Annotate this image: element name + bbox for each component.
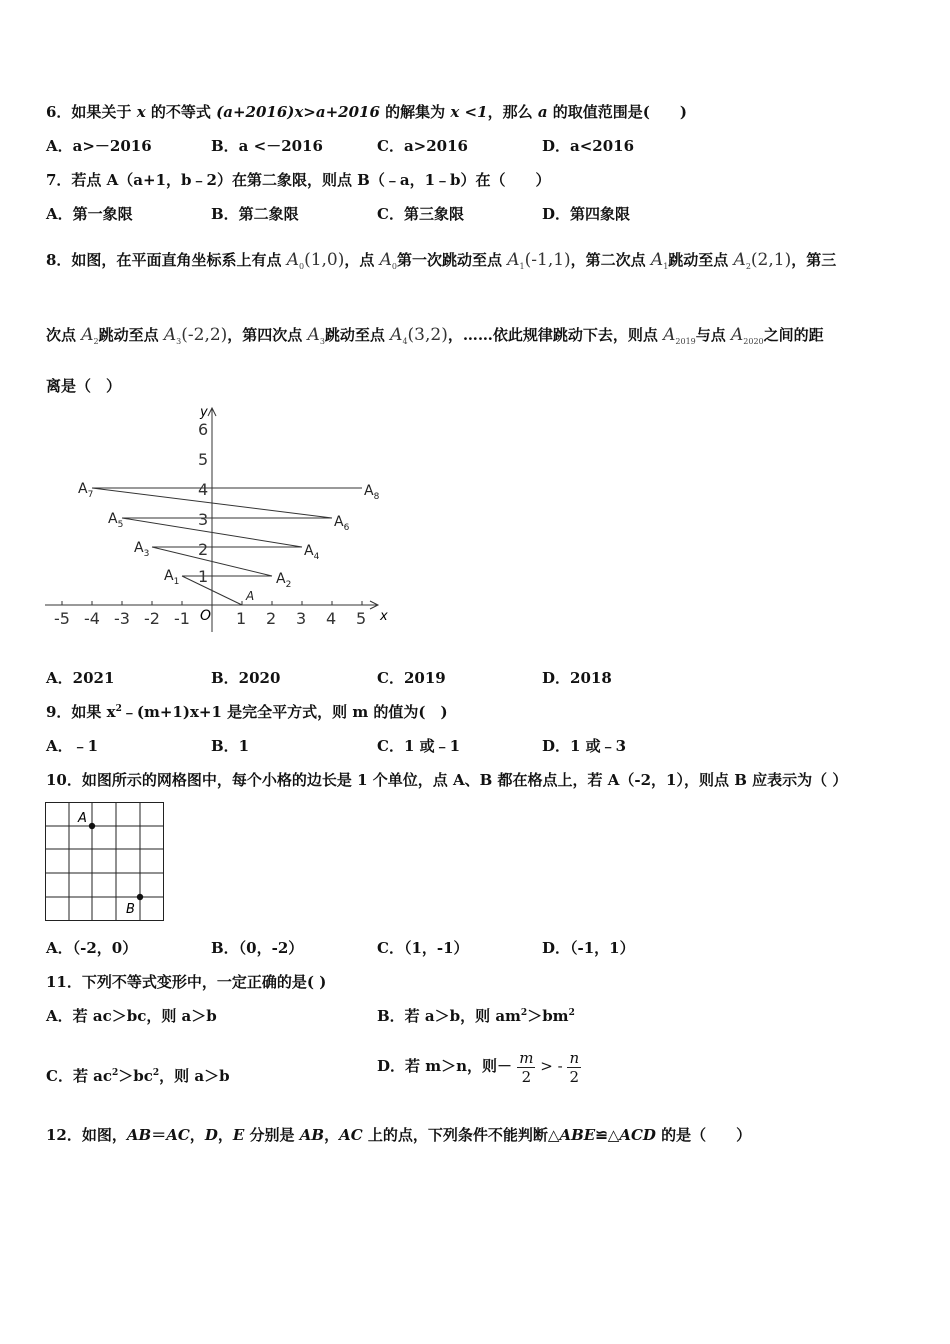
- q8-sub-2b: 2: [93, 337, 99, 346]
- x-tick: 5: [356, 609, 367, 628]
- x-tick: -5: [54, 609, 70, 628]
- q7-option-a[interactable]: A．第一象限: [46, 205, 133, 223]
- q8-text-11: ，……依此规律跳动下去，则点: [447, 326, 658, 344]
- y-tick: 4: [198, 480, 209, 499]
- question-8-line-3: 离是（ ）: [46, 377, 122, 395]
- y-tick: 6: [198, 420, 209, 439]
- q8-coord-a0: (1,0): [304, 250, 345, 270]
- q8-point-a2019: A: [663, 325, 676, 345]
- q8-sub-2020: 2020: [743, 337, 764, 346]
- label-a6: $A_6$: [334, 514, 350, 533]
- q12-comma-3: ，: [324, 1126, 340, 1144]
- q8-point-a0-b: A: [379, 250, 392, 270]
- question-12: [46, 1125, 751, 1145]
- q8-option-b[interactable]: B．2020: [211, 669, 281, 687]
- q6-text-4: 的取值范围是( ): [552, 103, 687, 121]
- y-tick: 3: [198, 510, 209, 529]
- q8-text-7: 次点: [46, 326, 77, 344]
- q12-mid-2: 上的点，下列条件不能判断△: [367, 1126, 560, 1144]
- q11-d-pre: D．若 m＞n，则－: [377, 1057, 513, 1075]
- grid-lines: [46, 803, 164, 921]
- label-a8: $A_8$: [364, 483, 380, 502]
- q9-option-a[interactable]: A．﹣1: [46, 737, 99, 755]
- x-tick: -1: [174, 609, 190, 628]
- q12-comma-2: ，: [217, 1126, 233, 1144]
- label-a2: $A_2$: [276, 571, 292, 590]
- q11-b-pre: B．若 a＞b，则 am: [377, 1007, 521, 1025]
- frac-m-den: 2: [521, 1067, 532, 1086]
- q8-point-a1: A: [507, 250, 520, 270]
- q11-fraction-n: [567, 1049, 581, 1086]
- q8-text-10: 跳动至点: [324, 326, 385, 344]
- q8-text-1: 8．如图，在平面直角坐标系上有点: [46, 251, 282, 269]
- q8-point-a3: A: [163, 325, 177, 345]
- q12-mid: 分别是: [249, 1126, 295, 1144]
- q10-grid-figure: [44, 801, 166, 923]
- q12-d: D: [204, 1126, 218, 1144]
- q8-coord-a1: (-1,1): [524, 250, 571, 270]
- q7-option-c[interactable]: C．第三象限: [377, 205, 464, 223]
- point-a-dot: [89, 823, 95, 829]
- x-tick: 3: [296, 609, 307, 628]
- q12-ac-2: AC: [339, 1126, 363, 1144]
- q8-option-a[interactable]: A．2021: [46, 669, 115, 687]
- q8-sub-4: 4: [402, 337, 408, 346]
- q8-text-8: 跳动至点: [98, 326, 159, 344]
- q11-option-c[interactable]: [46, 1066, 230, 1086]
- q8-coord-a4: (3,2): [407, 325, 448, 345]
- q11-b-sup-1: 2: [520, 1008, 528, 1018]
- y-tick: 2: [198, 540, 209, 559]
- q8-point-a4: A: [390, 325, 403, 345]
- q9-text-post: ﹣(m+1)x+1 是完全平方式，则 m 的值为( ): [121, 703, 448, 721]
- q12-comma-1: ，: [189, 1126, 205, 1144]
- q8-text-9: ，第四次点: [227, 326, 303, 344]
- q10-option-d[interactable]: D．（-1，1）: [542, 939, 635, 957]
- q8-option-d[interactable]: D．2018: [542, 669, 612, 687]
- q11-c-sup-2: 2: [152, 1068, 160, 1078]
- y-tick: 1: [198, 567, 209, 586]
- q12-ab: AB: [126, 1126, 152, 1144]
- frac-m-num: m: [519, 1048, 534, 1067]
- q11-c-mid: ＞bc: [118, 1067, 153, 1085]
- q8-sub-0b: 0: [391, 262, 397, 271]
- question-8-line-2: [46, 325, 824, 345]
- q8-text-2: ，点: [344, 251, 375, 269]
- q8-text-12: 与点: [695, 326, 726, 344]
- q8-point-a0: A: [286, 250, 299, 270]
- question-10: 10．如图所示的网格图中，每个小格的边长是 1 个单位，点 A、B 都在格点上，若 A（-2，1），则点 B 应表示为（ ）: [46, 771, 848, 789]
- question-7: 7．若点 A（a+1，b﹣2）在第二象限，则点 B（﹣a，1﹣b）在（ ）: [46, 171, 551, 189]
- q6-option-a[interactable]: A．a>－2016: [46, 137, 152, 155]
- q8-sub-2019: 2019: [675, 337, 696, 346]
- q11-c-post: ，则 a＞b: [159, 1067, 230, 1085]
- q6-option-c[interactable]: C．a>2016: [377, 137, 468, 155]
- q12-eq: ＝: [151, 1126, 167, 1144]
- q8-sub-1b: 1: [663, 262, 669, 271]
- frac-n-num: n: [569, 1048, 580, 1067]
- label-a0: A: [246, 589, 255, 603]
- q12-ab-2: AB: [299, 1126, 325, 1144]
- point-b-label: B: [126, 902, 135, 917]
- q6-text-2: 的解集为: [385, 103, 446, 121]
- q8-text-6: ，第三: [791, 251, 837, 269]
- question-8-line-1: [46, 250, 836, 270]
- x-tick: 4: [326, 609, 337, 628]
- q8-sub-3b: 3: [319, 337, 325, 346]
- q11-option-a[interactable]: A．若 ac＞bc，则 a＞b: [46, 1007, 217, 1025]
- q8-sub-1: 1: [519, 262, 525, 271]
- q6-var-a: a: [537, 103, 548, 121]
- y-tick: 5: [198, 450, 209, 469]
- q8-point-a2: A: [733, 250, 746, 270]
- q8-text-5: 跳动至点: [668, 251, 729, 269]
- y-axis-label: y: [200, 405, 208, 420]
- q8-coordinate-figure: [40, 400, 400, 640]
- x-tick: 2: [266, 609, 277, 628]
- x-axis-label: x: [380, 609, 388, 624]
- q6-text-3: ，那么: [487, 103, 533, 121]
- q12-abe: ABE: [559, 1126, 596, 1144]
- x-tick: 1: [236, 609, 247, 628]
- q12-post: 的是（ ）: [661, 1126, 752, 1144]
- q6-text-1: 的不等式: [150, 103, 211, 121]
- q12-ac: AC: [166, 1126, 190, 1144]
- q8-coord-a3: (-2,2): [181, 325, 228, 345]
- q8-point-a1-b: A: [650, 250, 664, 270]
- q10-option-c[interactable]: C．（1，-1）: [377, 939, 469, 957]
- q9-option-c[interactable]: C．1 或﹣1: [377, 737, 461, 755]
- q6-var-x: x: [136, 103, 146, 121]
- point-a-label: A: [78, 811, 87, 826]
- q8-sub-0: 0: [298, 262, 305, 271]
- question-9: [46, 702, 448, 722]
- q9-text-pre: 9．如果 x: [46, 703, 116, 721]
- x-tick: -2: [144, 609, 160, 628]
- q8-text-13: 之间的距: [763, 326, 824, 344]
- point-b-dot: [137, 894, 143, 900]
- jump-path: [92, 488, 362, 605]
- q6-number: 6．如果关于: [46, 103, 132, 121]
- q6-option-d[interactable]: D．a<2016: [542, 137, 635, 155]
- q8-sub-2: 2: [745, 262, 751, 271]
- q8-point-a2-b: A: [81, 325, 94, 345]
- q10-option-a[interactable]: A．（-2，0）: [46, 939, 138, 957]
- frac-n-den: 2: [569, 1067, 580, 1086]
- q12-pre: 12．如图，: [46, 1126, 127, 1144]
- q11-c-pre: C．若 ac: [46, 1067, 113, 1085]
- q11-fraction-m: [517, 1049, 535, 1086]
- q6-inequality: (a+2016)x>a+2016: [216, 103, 380, 121]
- origin-label: O: [200, 608, 212, 624]
- q8-text-3: 第一次跳动至点: [397, 251, 503, 269]
- q7-option-b[interactable]: B．第二象限: [211, 205, 299, 223]
- label-a4: $A_4$: [304, 543, 320, 562]
- q10-option-b[interactable]: B．（0，-2）: [211, 939, 304, 957]
- q11-d-relation: > -: [535, 1057, 568, 1075]
- q11-b-sup-2: 2: [568, 1008, 575, 1018]
- label-a1: $A_1$: [164, 568, 180, 587]
- q12-congruent: ≌△: [595, 1126, 620, 1144]
- q9-exponent: 2: [115, 704, 122, 714]
- q8-coord-a2: (2,1): [750, 250, 792, 270]
- y-tick-labels: [198, 420, 208, 586]
- label-a3: $A_3$: [134, 540, 150, 559]
- q8-text-4: ，第二次点: [570, 251, 646, 269]
- q8-sub-3: 3: [176, 337, 182, 346]
- question-11: 11．下列不等式变形中，一定正确的是( ): [46, 973, 327, 991]
- q12-e: E: [232, 1126, 245, 1144]
- q6-solution: x <1: [450, 103, 488, 121]
- label-a7: $A_7$: [78, 481, 94, 500]
- label-a5: $A_5$: [108, 511, 124, 530]
- q11-option-d[interactable]: [377, 1046, 581, 1086]
- x-tick: -3: [114, 609, 130, 628]
- q12-acd: ACD: [619, 1126, 656, 1144]
- q11-b-mid: ＞bm: [527, 1007, 569, 1025]
- q6-option-b[interactable]: B．a <－2016: [211, 137, 323, 155]
- q7-option-d[interactable]: D．第四象限: [542, 205, 631, 223]
- q9-option-b[interactable]: B．1: [211, 737, 250, 755]
- q9-option-d[interactable]: D．1 或﹣3: [542, 737, 627, 755]
- q11-option-b[interactable]: [377, 1006, 575, 1026]
- x-tick: -4: [84, 609, 100, 628]
- point-labels: [78, 481, 380, 603]
- q8-point-a3-b: A: [307, 325, 320, 345]
- q8-point-a2020: A: [731, 325, 744, 345]
- q8-option-c[interactable]: C．2019: [377, 669, 446, 687]
- question-6: [46, 102, 687, 122]
- q11-c-sup-1: 2: [112, 1068, 119, 1078]
